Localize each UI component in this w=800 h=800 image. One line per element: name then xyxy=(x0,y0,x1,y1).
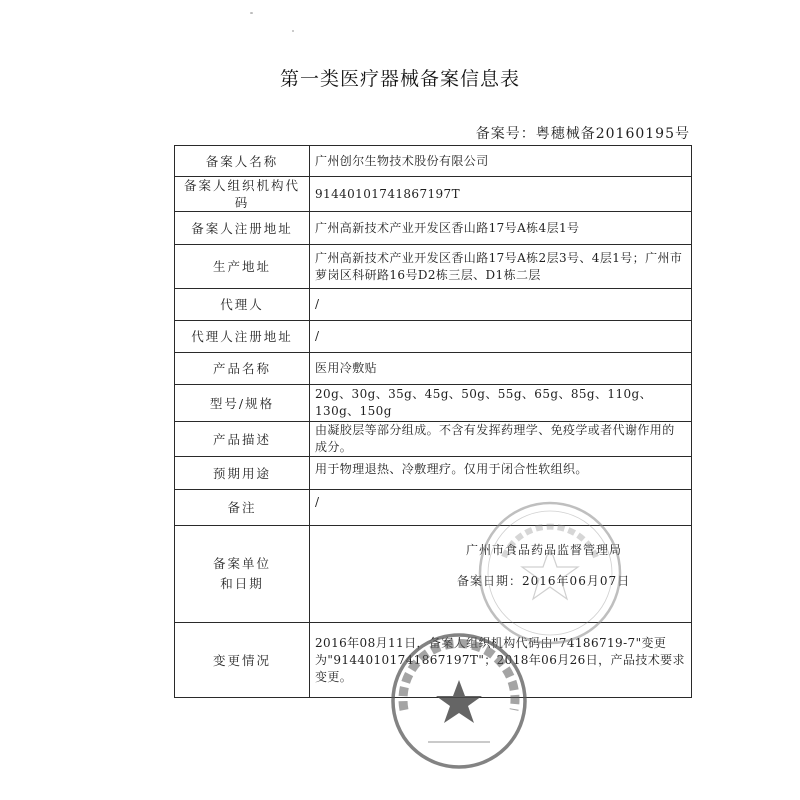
row-label: 预期用途 xyxy=(175,457,310,490)
row-value: 广州高新技术产业开发区香山路17号A栋4层1号 xyxy=(310,212,692,245)
table-row xyxy=(175,212,692,245)
row-label: 产品名称 xyxy=(175,353,310,385)
row-value: 2016年08月11日，备案人组织机构代码由"74186719-7"变更为"91440101741867197T"；2018年06月26日，产品技术要求变更。 xyxy=(310,623,692,698)
table-row xyxy=(175,289,692,321)
table-row xyxy=(175,353,692,385)
row-value: 广州创尔生物技术股份有限公司 xyxy=(310,146,692,177)
row-value: 91440101741867197T xyxy=(310,177,692,212)
table-row xyxy=(175,623,692,698)
row-label: 备案人名称 xyxy=(175,146,310,177)
table-row xyxy=(175,457,692,490)
row-label: 备注 xyxy=(175,490,310,526)
table-row xyxy=(175,422,692,457)
row-value: / xyxy=(310,321,692,353)
document-title: 第一类医疗器械备案信息表 xyxy=(279,68,520,90)
record-number xyxy=(476,123,690,143)
filing-date-label: 备案日期： xyxy=(457,574,523,588)
filing-info-table xyxy=(174,145,692,698)
row-label: 备案单位 和日期 xyxy=(175,526,310,623)
table-row xyxy=(175,490,692,526)
row-label: 产品描述 xyxy=(175,422,310,457)
table-row xyxy=(175,177,692,212)
scan-speck xyxy=(292,30,294,32)
row-value: 由凝胶层等部分组成。不含有发挥药理学、免疫学或者代谢作用的成分。 xyxy=(310,422,692,457)
filing-authority: 广州市食品药品监督管理局 xyxy=(466,543,623,557)
scan-speck xyxy=(250,12,253,14)
row-value: 广州高新技术产业开发区香山路17号A栋2层3号、4层1号；广州市萝岗区科研路16号D2栋三层、D1栋二层 xyxy=(310,245,692,289)
table-row xyxy=(175,245,692,289)
record-number-label: 备案号： xyxy=(475,126,536,142)
table-row xyxy=(175,321,692,353)
row-value: 20g、30g、35g、45g、50g、55g、65g、85g、110g、130g、150g xyxy=(310,385,692,422)
row-label: 备案人注册地址 xyxy=(175,212,310,245)
filing-date xyxy=(457,572,630,589)
row-label: 变更情况 xyxy=(175,623,310,698)
row-label: 代理人注册地址 xyxy=(175,321,310,353)
row-label: 生产地址 xyxy=(175,245,310,289)
row-label: 备案人组织机构代码 xyxy=(175,177,310,212)
table-row xyxy=(175,146,692,177)
row-value: / xyxy=(310,490,692,526)
row-value: / xyxy=(310,289,692,321)
row-value: 用于物理退热、冷敷理疗。仅用于闭合性软组织。 xyxy=(310,457,692,490)
row-label: 型号/规格 xyxy=(175,385,310,422)
row-label: 代理人 xyxy=(175,289,310,321)
table-row xyxy=(175,385,692,422)
filing-date-value: 2016年06月07日 xyxy=(522,574,631,588)
record-number-value: 粤穗械备20160195号 xyxy=(535,126,690,142)
row-value: 医用冷敷贴 xyxy=(310,353,692,385)
